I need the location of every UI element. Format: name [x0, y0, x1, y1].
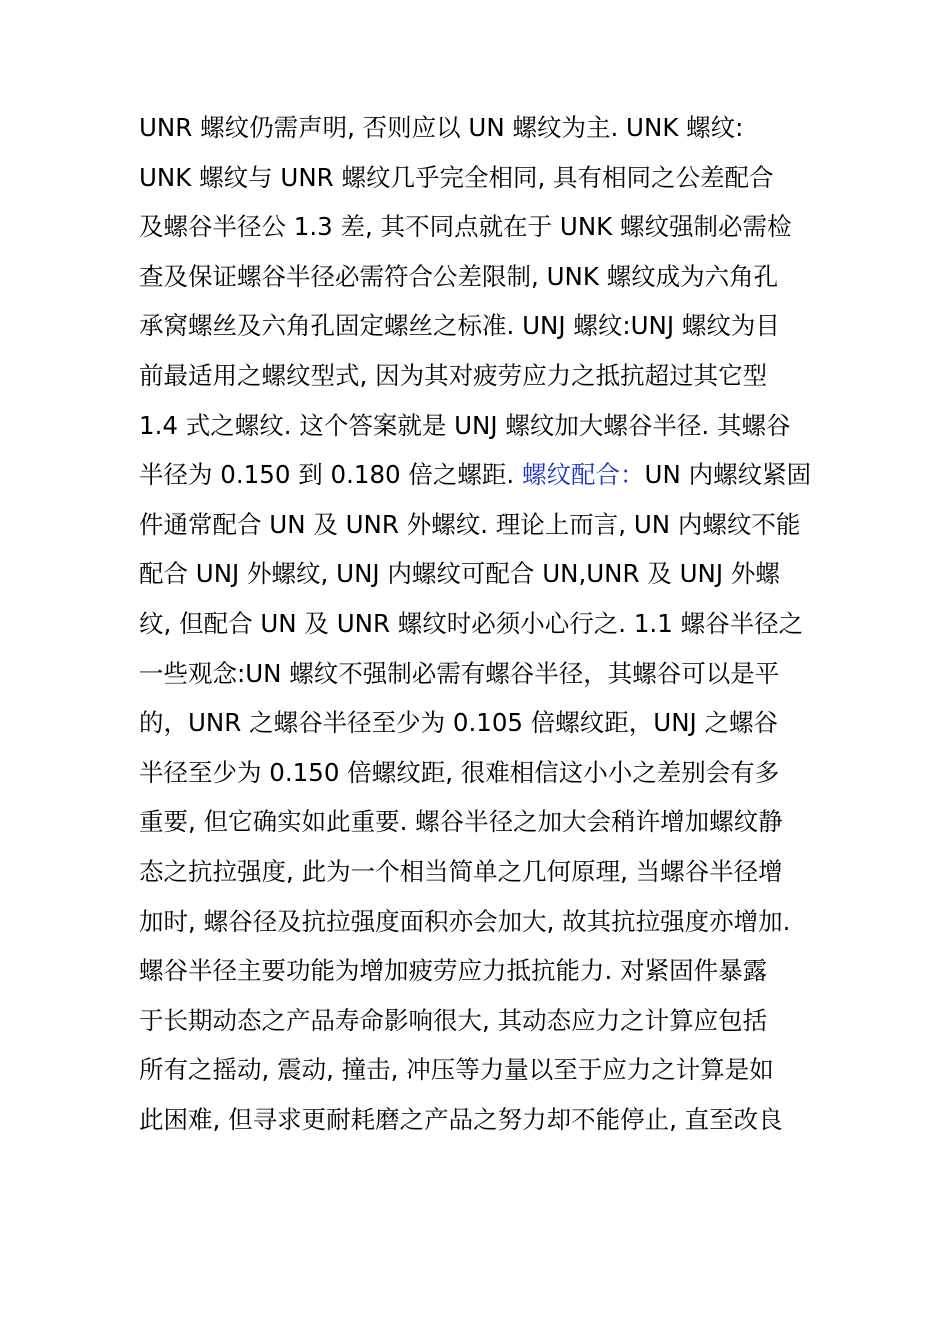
text-segment: UNR 螺纹仍需声明, 否则应以 UN 螺纹为主. UNK 螺纹:	[139, 113, 744, 142]
text-segment: 此困难, 但寻求更耐耗磨之产品之努力却不能停止, 直至改良	[139, 1104, 783, 1134]
text-line	[139, 450, 819, 500]
text-segment: UNK 螺纹与 UNR 螺纹几乎完全相同, 具有相同之公差配合	[139, 162, 774, 192]
text-line	[139, 797, 819, 847]
text-segment: 的，UNR 之螺谷半径至少为 0.105 倍螺纹距，UNJ 之螺谷	[139, 708, 779, 738]
text-line	[139, 996, 819, 1046]
text-segment: 纹, 但配合 UN 及 UNR 螺纹时必须小心行之. 1.1 螺谷半径之	[139, 608, 804, 638]
text-segment: 前最适用之螺纹型式, 因为其对疲劳应力之抵抗超过其它型	[139, 360, 768, 390]
text-segment: 配合 UNJ 外螺纹, UNJ 内螺纹可配合 UN,UNR 及 UNJ 外螺	[139, 559, 780, 589]
link-text[interactable]: 螺纹配合：	[522, 460, 645, 490]
text-segment: 所有之摇动, 震动, 撞击, 冲压等力量以至于应力之计算是如	[139, 1055, 774, 1085]
text-line	[139, 748, 819, 798]
text-line	[139, 301, 819, 351]
text-line	[139, 103, 819, 153]
text-line	[139, 252, 819, 302]
text-segment: 重要, 但它确实如此重要. 螺谷半径之加大会稍许增加螺纹静	[139, 807, 783, 837]
text-segment: 1.4 式之螺纹. 这个答案就是 UNJ 螺纹加大螺谷半径. 其螺谷	[139, 410, 791, 440]
text-line	[139, 202, 819, 252]
text-segment: 件通常配合 UN 及 UNR 外螺纹. 理论上而言, UN 内螺纹不能	[139, 509, 801, 539]
text-line	[139, 847, 819, 897]
text-segment: 于长期动态之产品寿命影响很大, 其动态应力之计算应包括	[139, 1005, 768, 1035]
text-line	[139, 500, 819, 550]
text-segment: 态之抗拉强度, 此为一个相当简单之几何原理, 当螺谷半径增	[139, 856, 783, 886]
text-segment: 半径为 0.150 到 0.180 倍之螺距.	[139, 460, 523, 490]
text-segment: 半径至少为 0.150 倍螺纹距, 很难相信这小小之差别会有多	[139, 757, 780, 787]
text-line	[139, 897, 819, 947]
text-segment: UN 内螺纹紧固	[644, 460, 812, 490]
text-segment: 一些观念:UN 螺纹不强制必需有螺谷半径，其螺谷可以是平	[139, 658, 780, 688]
text-segment: 及螺谷半径公 1.3 差, 其不同点就在于 UNK 螺纹强制必需检	[139, 212, 792, 242]
text-line	[139, 1045, 819, 1095]
text-line	[139, 698, 819, 748]
text-line	[139, 649, 819, 699]
text-segment: 查及保证螺谷半径必需符合公差限制, UNK 螺纹成为六角孔	[139, 261, 779, 291]
text-line	[139, 549, 819, 599]
text-segment: 螺谷半径主要功能为增加疲劳应力抵抗能力. 对紧固件暴露	[139, 956, 768, 986]
text-segment: 承窝螺丝及六角孔固定螺丝之标准. UNJ 螺纹:UNJ 螺纹为目	[139, 311, 780, 341]
text-line	[139, 1095, 819, 1145]
text-segment: 加时, 螺谷径及抗拉强度面积亦会加大, 故其抗拉强度亦增加.	[139, 906, 791, 936]
text-line	[139, 599, 819, 649]
document-body-text	[139, 103, 819, 1144]
text-line	[139, 946, 819, 996]
text-line	[139, 351, 819, 401]
text-line	[139, 153, 819, 203]
text-line	[139, 401, 819, 451]
